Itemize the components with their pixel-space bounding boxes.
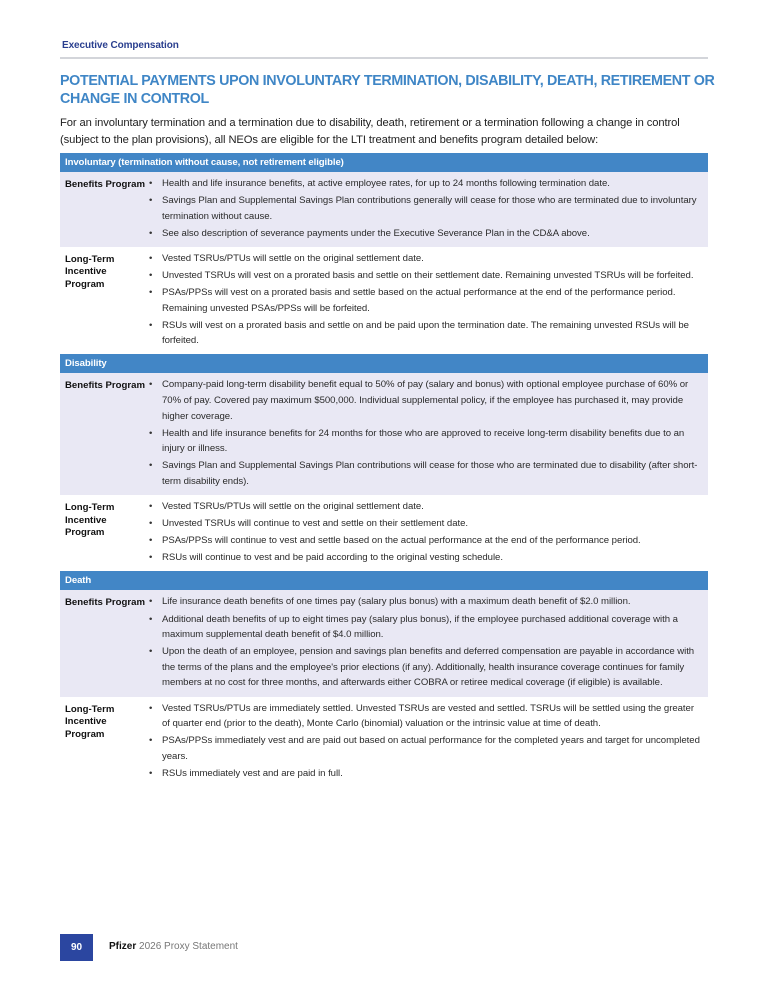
list-item: • Company-paid long-term disability benefit equal to 50% of pay (salary and bonus) with optional employee purchase of 60% or 70% of pay. Covered pay maximum $500,000. Individual supplemental policy, if the employee has purchased it, may provide higher coverage. xyxy=(147,377,708,424)
list-item: • Health and life insurance benefits for 24 months for those who are approved to receive long-term disability benefits due to an injury or illness. xyxy=(147,426,708,457)
header-divider xyxy=(60,57,708,59)
section-heading-death: Death xyxy=(60,571,708,590)
treatment-table xyxy=(60,153,708,787)
footer-doc-title: 2026 Proxy Statement xyxy=(139,941,238,952)
row-label: Long-Term Incentive Program xyxy=(65,703,115,740)
list-item: • Savings Plan and Supplemental Savings Plan contributions will cease for those who are terminated due to disability (after short-term disability ends). xyxy=(147,458,708,489)
list-item: • Vested TSRUs/PTUs will settle on the original settlement date. xyxy=(147,251,708,267)
list-item: • Health and life insurance benefits, at active employee rates, for up to 24 months following termination date. xyxy=(147,176,708,192)
footer-document-title xyxy=(109,941,238,952)
page-number-badge: 90 xyxy=(60,934,93,961)
list-item: • Savings Plan and Supplemental Savings Plan contributions generally will cease for those who are terminated due to involuntary termination without cause. xyxy=(147,193,708,224)
table-row-lti xyxy=(60,247,708,355)
bullet-list xyxy=(147,701,708,783)
list-item: • Unvested TSRUs will continue to vest and settle on their settlement date. xyxy=(147,516,708,532)
list-item: • PSAs/PPSs immediately vest and are paid out based on actual performance for the completed years and target for uncompleted years. xyxy=(147,733,708,764)
table-row-benefits xyxy=(60,590,708,696)
row-label: Benefits Program xyxy=(65,380,145,392)
list-item: • Unvested TSRUs will vest on a prorated basis and settle on their settlement date. Remaining unvested TSRUs will be forfeited. xyxy=(147,268,708,284)
list-item: • PSAs/PPSs will continue to vest and settle based on the actual performance at the end of the performance period. xyxy=(147,533,708,549)
list-item: • Life insurance death benefits of one times pay (salary plus bonus) with a maximum death benefit of $2.0 million. xyxy=(147,594,708,610)
bullet-list xyxy=(147,377,708,491)
list-item: • Additional death benefits of up to eight times pay (salary plus bonus), if the employee purchased additional coverage with a maximum supplemental death benefit of $4.0 million. xyxy=(147,612,708,643)
list-item: • RSUs immediately vest and are paid in full. xyxy=(147,766,708,782)
row-label: Long-Term Incentive Program xyxy=(65,253,115,290)
list-item: • RSUs will vest on a prorated basis and settle on and be paid upon the termination date. The remaining unvested RSUs will be forfeited. xyxy=(147,318,708,349)
row-label: Benefits Program xyxy=(65,597,145,609)
list-item: • Vested TSRUs/PTUs will settle on the original settlement date. xyxy=(147,499,708,515)
footer-brand-name: Pfizer xyxy=(109,941,137,952)
list-item: • See also description of severance payments under the Executive Severance Plan in the CD&A above. xyxy=(147,226,708,242)
table-row-benefits xyxy=(60,373,708,495)
list-item: • Vested TSRUs/PTUs are immediately settled. Unvested TSRUs are vested and settled. TSRUs will be settled using the greater of quarter end (prior to the death), Monte Carlo (binomial) valuation or the intrinsic value at time of death. xyxy=(147,701,708,732)
row-label: Benefits Program xyxy=(65,179,145,190)
section-title: POTENTIAL PAYMENTS UPON INVOLUNTARY TERMINATION, DISABILITY, DEATH, RETIREMENT OR CHANGE IN CONTROL xyxy=(60,73,715,107)
running-header: Executive Compensation xyxy=(62,40,179,51)
bullet-list xyxy=(147,594,708,692)
table-row-benefits xyxy=(60,172,708,247)
table-row-lti xyxy=(60,697,708,787)
list-item: • Upon the death of an employee, pension and savings plan benefits and deferred compensation are payable in accordance with the terms of the plans and the employee's prior elections (if any). Additionally, health insurance coverage continues for family members at no cost for three months, and afterwards either COBRA or retiree medical coverage (if eligible) is available. xyxy=(147,644,708,691)
list-item: • PSAs/PPSs will vest on a prorated basis and settle based on the actual performance at the end of the performance period. Remaining unvested PSAs/PPSs will be forfeited. xyxy=(147,285,708,316)
table-row-lti xyxy=(60,495,708,571)
section-heading-involuntary: Involuntary (termination without cause, not retirement eligible) xyxy=(60,153,708,172)
row-label: Long-Term Incentive Program xyxy=(65,502,115,539)
bullet-list xyxy=(147,176,708,243)
intro-paragraph: For an involuntary termination and a termination due to disability, death, retirement or a termination following a change in control (subject to the plan provisions), all NEOs are eligible for the LTI treatment and benefits program detailed below: xyxy=(60,117,680,146)
section-heading-disability: Disability xyxy=(60,354,708,373)
list-item: • RSUs will continue to vest and be paid according to the original vesting schedule. xyxy=(147,550,708,566)
bullet-list xyxy=(147,499,708,567)
bullet-list xyxy=(147,251,708,351)
